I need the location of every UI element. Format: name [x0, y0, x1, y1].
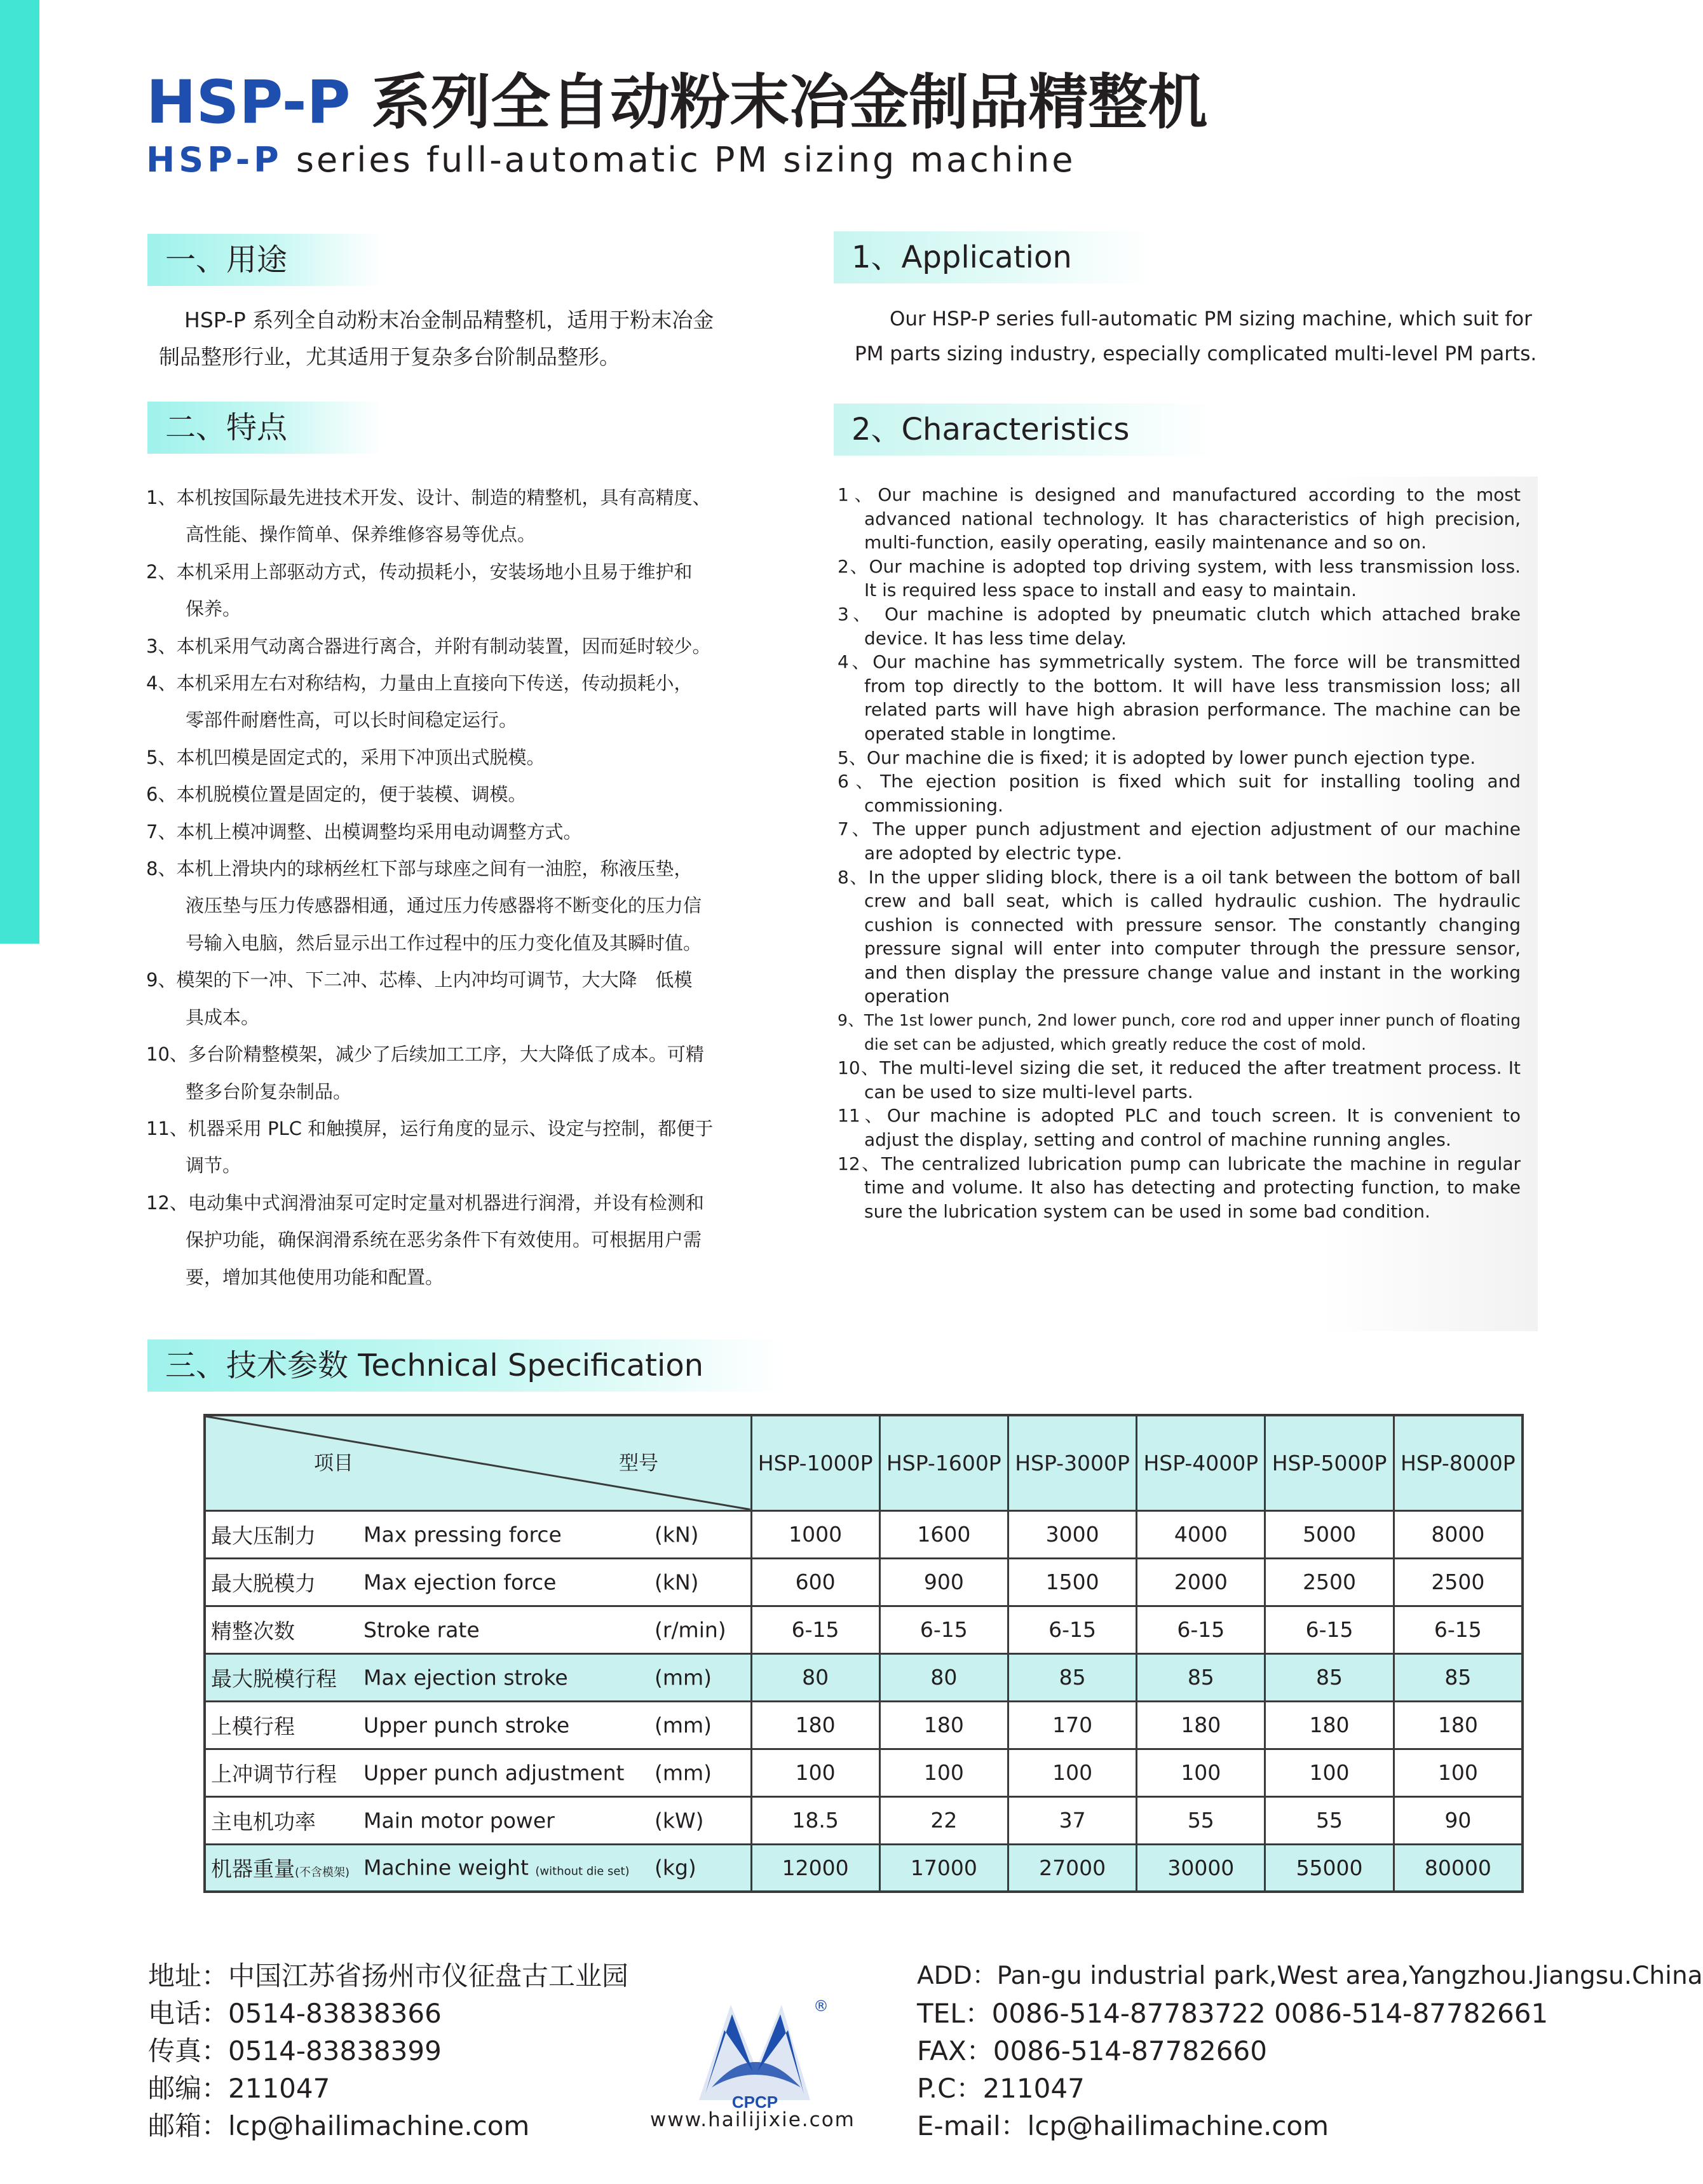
list-item: 9、模架的下一冲、下二冲、芯棒、上内冲均可调节，大大降 低模 — [146, 969, 693, 991]
list-item: 具成本。 — [186, 1006, 260, 1028]
table-cell: 180 — [879, 1701, 1008, 1749]
table-cell: 180 — [1394, 1701, 1523, 1749]
table-cell: 6-15 — [1265, 1606, 1394, 1653]
model-header: HSP-8000P — [1394, 1415, 1523, 1510]
table-cell: 85 — [1137, 1653, 1265, 1701]
footer-contact-en — [917, 1957, 1703, 2145]
list-item: 1、本机按国际最先进技术开发、设计、制造的精整机，具有高精度、 — [146, 487, 711, 508]
list-item: 6、本机脱模位置是固定的，便于装模、调模。 — [146, 783, 527, 806]
list-item: 8、本机上滑块内的球柄丝杠下部与球座之间有一油腔，称液压垫， — [146, 858, 693, 880]
website-link[interactable]: www.hailijixie.com — [650, 2108, 855, 2131]
table-cell: 1600 — [879, 1510, 1008, 1558]
footer-address-cn: 地址：中国江苏省扬州市仪征盘古工业园 — [148, 1960, 629, 1991]
table-cell: 18.5 — [751, 1796, 879, 1844]
table-cell: 12000 — [751, 1844, 879, 1892]
section-heading-characteristics-en: 2、Characteristics — [834, 404, 1215, 456]
table-cell: 100 — [1137, 1749, 1265, 1796]
list-item: 6、The ejection position is fixed which suit for installing tooling and commissioning. — [838, 771, 1521, 816]
list-item: 要，增加其他使用功能和配置。 — [186, 1266, 444, 1288]
title-text-cn: 系列全自动粉末冶金制品精整机 — [371, 68, 1208, 137]
table-cell: 80000 — [1394, 1844, 1523, 1892]
list-item: 号输入电脑，然后显示出工作过程中的压力变化值及其瞬时值。 — [186, 932, 702, 954]
table-cell: 55 — [1265, 1796, 1394, 1844]
section-heading-spec: 三、技术参数 Technical Specification — [147, 1340, 783, 1392]
table-cell: 6-15 — [1394, 1606, 1523, 1653]
diagonal-divider — [206, 1416, 750, 1510]
row-label-en: Stroke rate — [363, 1617, 480, 1642]
list-item: 7、The upper punch adjustment and ejection adjustment of our machine are adopted by electric type. — [838, 818, 1521, 864]
list-item: 5、本机凹模是固定式的，采用下冲顶出式脱模。 — [146, 746, 545, 768]
table-row — [205, 1653, 1523, 1701]
row-unit: (mm) — [655, 1760, 712, 1785]
list-item: 2、本机采用上部驱动方式，传动损耗小，安装场地小且易于维护和 — [146, 560, 693, 583]
footer-fax-cn: 传真：0514-83838399 — [148, 2035, 442, 2066]
table-cell: 6-15 — [879, 1606, 1008, 1653]
row-label-cn: 精整次数 — [211, 1618, 295, 1643]
table-cell: 27000 — [1008, 1844, 1136, 1892]
footer-email-en[interactable]: E-mail：lcp@hailimachine.com — [917, 2110, 1329, 2141]
row-label-cn: 最大压制力 — [211, 1523, 316, 1548]
header-corner-cell — [205, 1415, 751, 1510]
row-unit: (kg) — [655, 1855, 696, 1880]
table-cell: 2500 — [1265, 1558, 1394, 1606]
table-cell: 80 — [751, 1653, 879, 1701]
row-label-cn: 主电机功率 — [211, 1809, 316, 1834]
row-label — [205, 1844, 751, 1892]
table-cell: 1500 — [1008, 1558, 1136, 1606]
table-row — [205, 1606, 1523, 1653]
row-label-en: Upper punch adjustment — [363, 1760, 625, 1785]
list-item: 11、Our machine is adopted PLC and touch screen. It is convenient to adjust the display, setting and control of machine running angles. — [838, 1105, 1521, 1151]
row-label-en: Max pressing force — [363, 1522, 562, 1547]
table-row — [205, 1844, 1523, 1892]
table-row — [205, 1796, 1523, 1844]
logo-text: CPCP — [731, 2092, 778, 2112]
list-item: 5、Our machine die is fixed; it is adopted by lower punch ejection type. — [838, 747, 1476, 768]
section-heading-application-cn: 一、用途 — [147, 234, 383, 286]
table-cell: 2500 — [1394, 1558, 1523, 1606]
characteristics-cn-list — [146, 479, 782, 1296]
model-header: HSP-4000P — [1137, 1415, 1265, 1510]
list-item: 1、Our machine is designed and manufactured according to the most advanced national technology. It has characteristics of high precision, multi-function, easily operating, easily maintenance and so on. — [838, 484, 1521, 553]
row-label — [205, 1606, 751, 1653]
footer-postcode-cn: 邮编：211047 — [148, 2073, 330, 2104]
list-item: 整多台阶复杂制品。 — [186, 1080, 352, 1102]
application-cn-line1: HSP-P 系列全自动粉末冶金制品精整机，适用于粉末冶金 — [184, 308, 714, 332]
footer-fax-en: FAX：0086-514-87782660 — [917, 2035, 1267, 2066]
list-item: 9、The 1st lower punch, 2nd lower punch, core rod and upper inner punch of floating die set can be adjusted, which greatly reduce the cost of mold. — [838, 1011, 1521, 1054]
table-cell: 100 — [1008, 1749, 1136, 1796]
application-en-line2: PM parts sizing industry, especially complicated multi-level PM parts. — [855, 343, 1537, 365]
footer-phone-en: TEL：0086-514-87783722 0086-514-87782661 — [917, 1998, 1549, 2029]
table-cell: 90 — [1394, 1796, 1523, 1844]
list-item: 3、 Our machine is adopted by pneumatic clutch which attached brake device. It has less time delay. — [838, 603, 1521, 649]
registered-mark: ® — [813, 1997, 829, 2015]
table-header-row — [205, 1415, 1523, 1510]
table-cell: 22 — [879, 1796, 1008, 1844]
row-label — [205, 1796, 751, 1844]
row-label-en: Max ejection stroke — [363, 1665, 568, 1690]
row-label-en: Main motor power — [363, 1808, 555, 1833]
table-cell: 100 — [1265, 1749, 1394, 1796]
footer-postcode-en: P.C：211047 — [917, 2073, 1085, 2104]
table-cell: 100 — [1394, 1749, 1523, 1796]
table-cell: 85 — [1008, 1653, 1136, 1701]
table-cell: 80 — [879, 1653, 1008, 1701]
row-label-cn: 最大脱模力 — [211, 1571, 316, 1596]
row-label-cn — [211, 1853, 349, 1883]
list-item: 10、多台阶精整模架，减少了后续加工工序，大大降低了成本。可精 — [146, 1043, 704, 1066]
list-item: 10、The multi-level sizing die set, it reduced the after treatment process. It can be used to size multi-level parts. — [838, 1057, 1521, 1102]
list-item: 保护功能，确保润滑系统在恶劣条件下有效使用。可根据用户需 — [186, 1229, 702, 1251]
table-row — [205, 1558, 1523, 1606]
row-label — [205, 1701, 751, 1749]
row-label — [205, 1749, 751, 1796]
application-en-line1: Our HSP-P series full-automatic PM sizing machine, which suit for — [890, 308, 1532, 330]
row-label-en: Upper punch stroke — [363, 1713, 570, 1737]
list-item: 12、The centralized lubrication pump can lubricate the machine in regular time and volume. It also has detecting and protecting function, to make sure the lubrication system can be used in some bad condition. — [838, 1153, 1521, 1222]
table-row — [205, 1510, 1523, 1558]
table-cell: 100 — [879, 1749, 1008, 1796]
title-text-en: series full-automatic PM sizing machine — [295, 140, 1076, 180]
row-unit: (mm) — [655, 1665, 712, 1690]
left-accent-bar — [0, 0, 39, 944]
table-cell: 4000 — [1137, 1510, 1265, 1558]
table-cell: 17000 — [879, 1844, 1008, 1892]
table-cell: 3000 — [1008, 1510, 1136, 1558]
model-header: HSP-3000P — [1008, 1415, 1136, 1510]
table-cell: 6-15 — [751, 1606, 879, 1653]
table-row — [205, 1701, 1523, 1749]
list-item: 4、本机采用左右对称结构，力量由上直接向下传送，传动损耗小， — [146, 672, 693, 695]
table-cell: 6-15 — [1137, 1606, 1265, 1653]
row-unit: (kW) — [655, 1808, 704, 1833]
page-title-en — [146, 140, 1075, 180]
company-logo-icon — [686, 1992, 829, 2113]
list-item: 4、Our machine has symmetrically system. The force will be transmitted from top directly to the bottom. It will have less transmission loss; all related parts will have high abrasion performance. The machine can be operated stable in longtime. — [838, 651, 1521, 744]
row-label-cn: 上冲调节行程 — [211, 1761, 337, 1786]
list-item: 2、Our machine is adopted top driving system, with less transmission loss. It is required less space to install and easy to maintain. — [838, 555, 1521, 601]
row-label — [205, 1510, 751, 1558]
table-cell: 8000 — [1394, 1510, 1523, 1558]
table-cell: 180 — [1137, 1701, 1265, 1749]
list-item: 零部件耐磨性高，可以长时间稳定运行。 — [186, 709, 518, 731]
table-cell: 55 — [1137, 1796, 1265, 1844]
table-cell: 1000 — [751, 1510, 879, 1558]
characteristics-en-list — [838, 483, 1521, 1223]
footer-address-en: ADD：Pan-gu industrial park,West area,Yangzhou.Jiangsu.China — [917, 1962, 1703, 1990]
list-item: 调节。 — [186, 1155, 241, 1177]
page-title-cn — [146, 69, 1207, 137]
row-label-en: Max ejection force — [363, 1570, 557, 1594]
row-label-cn-main: 机器重量 — [211, 1856, 295, 1882]
row-label-cn: 上模行程 — [211, 1714, 295, 1739]
footer-email-cn[interactable]: 邮箱：lcp@hailimachine.com — [148, 2110, 530, 2141]
table-cell: 180 — [1265, 1701, 1394, 1749]
list-item: 11、机器采用 PLC 和触摸屏，运行角度的显示、设定与控制，都便于 — [146, 1117, 714, 1139]
model-header: HSP-1000P — [751, 1415, 879, 1510]
list-item: 液压垫与压力传感器相通，通过压力传感器将不断变化的压力信 — [186, 895, 702, 917]
application-cn-line2: 制品整形行业，尤其适用于复杂多台阶制品整形。 — [159, 344, 620, 369]
row-label — [205, 1653, 751, 1701]
row-label-en — [363, 1855, 630, 1880]
model-header: HSP-5000P — [1265, 1415, 1394, 1510]
row-unit: (kN) — [655, 1570, 699, 1594]
list-item: 8、In the upper sliding block, there is a oil tank between the bottom of ball crew and ball seat, which is called hydraulic cushion. The hydraulic cushion is connected with pressure sensor. The constantly changing pressure signal will enter into computer through the pressure sensor, and then display the pressure change value and instant in the working operation — [838, 866, 1521, 1007]
header-model-label: 型号 — [619, 1452, 658, 1475]
spec-table — [203, 1414, 1524, 1893]
table-cell: 170 — [1008, 1701, 1136, 1749]
table-cell: 30000 — [1137, 1844, 1265, 1892]
table-cell: 55000 — [1265, 1844, 1394, 1892]
row-label-cn-note: (不含模架) — [295, 1866, 350, 1880]
row-unit: (kN) — [655, 1522, 699, 1547]
table-row — [205, 1749, 1523, 1796]
list-item: 7、本机上模冲调整、出模调整均采用电动调整方式。 — [146, 820, 582, 843]
row-label-en-note: (without die set) — [535, 1864, 630, 1878]
row-unit: (mm) — [655, 1713, 712, 1737]
header-item-label: 项目 — [314, 1452, 353, 1475]
list-item: 3、本机采用气动离合器进行离合，并附有制动装置，因而延时较少。 — [146, 635, 711, 657]
footer-contact-cn — [148, 1957, 628, 2145]
row-label-en-main: Machine weight — [363, 1855, 529, 1880]
row-unit: (r/min) — [655, 1617, 726, 1642]
table-cell: 2000 — [1137, 1558, 1265, 1606]
row-label-cn: 最大脱模行程 — [211, 1666, 337, 1691]
table-cell: 85 — [1394, 1653, 1523, 1701]
table-cell: 100 — [751, 1749, 879, 1796]
table-cell: 180 — [751, 1701, 879, 1749]
table-cell: 600 — [751, 1558, 879, 1606]
list-item: 12、电动集中式润滑油泵可定时定量对机器进行润滑，并设有检测和 — [146, 1191, 704, 1214]
title-model-cn: HSP-P — [146, 68, 351, 137]
table-cell: 85 — [1265, 1653, 1394, 1701]
title-model-en: HSP-P — [146, 140, 283, 180]
section-heading-characteristics-cn: 二、特点 — [147, 402, 383, 454]
list-item: 保养。 — [186, 598, 241, 620]
table-cell: 5000 — [1265, 1510, 1394, 1558]
footer-phone-cn: 电话：0514-83838366 — [148, 1998, 442, 2029]
table-cell: 37 — [1008, 1796, 1136, 1844]
list-item: 高性能、操作简单、保养维修容易等优点。 — [186, 524, 536, 546]
model-header: HSP-1600P — [879, 1415, 1008, 1510]
table-cell: 6-15 — [1008, 1606, 1136, 1653]
row-label — [205, 1558, 751, 1606]
section-heading-application-en: 1、Application — [834, 231, 1151, 283]
table-cell: 900 — [879, 1558, 1008, 1606]
